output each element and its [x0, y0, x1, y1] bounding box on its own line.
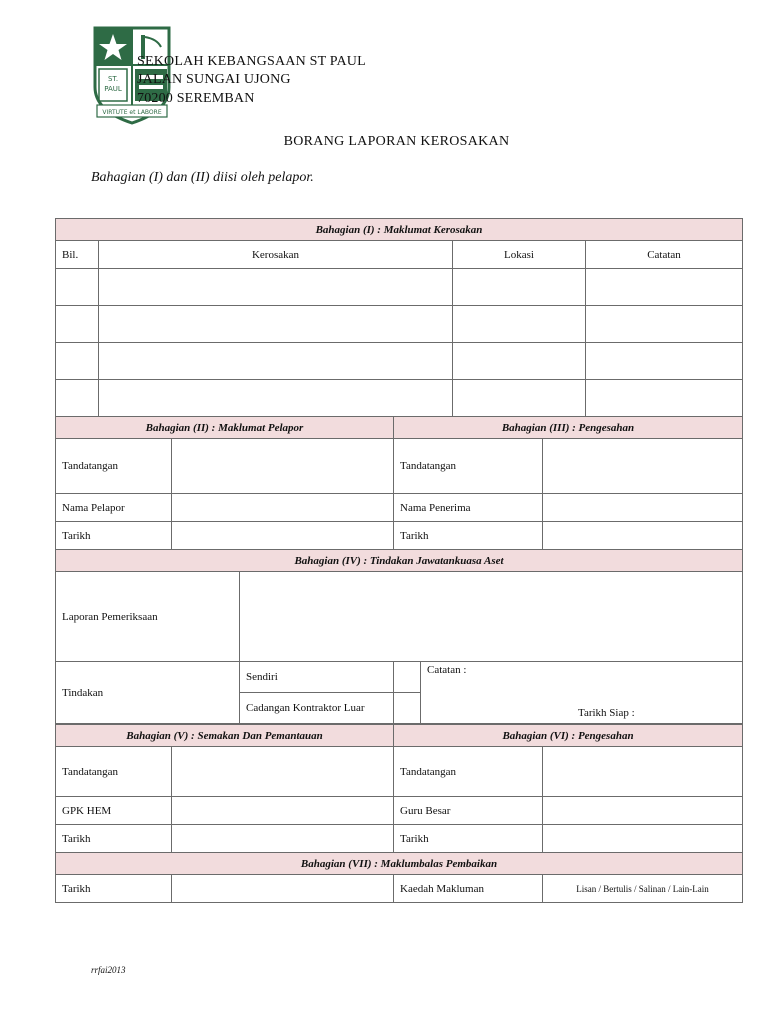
gpk-hem-label: GPK HEM: [56, 797, 172, 825]
monitor-date-label: Tarikh: [56, 825, 172, 853]
section7-header: Bahagian (VII) : Maklumbalas Pembaikan: [56, 853, 743, 875]
form-title: BORANG LAPORAN KEROSAKAN: [283, 134, 510, 149]
contractor-checkbox[interactable]: [394, 693, 421, 724]
section2-header: Bahagian (II) : Maklumat Pelapor: [56, 417, 394, 439]
section5-6-table: [55, 724, 743, 853]
catatan-cell[interactable]: [586, 306, 743, 343]
reporter-date-field[interactable]: [172, 522, 394, 550]
approval-signature-label: Tandatangan: [394, 747, 543, 797]
form-subtitle: Bahagian (I) dan (II) diisi oleh pelapor.: [91, 170, 314, 185]
self-checkbox[interactable]: [394, 662, 421, 693]
monitor-signature-label: Tandatangan: [56, 747, 172, 797]
contractor-option-label: Cadangan Kontraktor Luar: [240, 693, 394, 724]
inspection-report-label: Laporan Pemeriksaan: [56, 572, 240, 662]
lokasi-cell[interactable]: [453, 343, 586, 380]
bil-cell[interactable]: [56, 269, 99, 306]
inspection-report-field[interactable]: [240, 572, 743, 662]
kerosakan-cell[interactable]: [99, 269, 453, 306]
footer-code: rrfai2013: [91, 965, 126, 975]
receiver-name-label: Nama Penerima: [394, 494, 543, 522]
lokasi-cell[interactable]: [453, 306, 586, 343]
action-label: Tindakan: [56, 662, 240, 724]
col-catatan: Catatan: [586, 241, 743, 269]
action-notes-label: Catatan :: [427, 664, 467, 676]
reporter-name-label: Nama Pelapor: [56, 494, 172, 522]
section5-header: Bahagian (V) : Semakan Dan Pemantauan: [56, 725, 394, 747]
reporter-name-field[interactable]: [172, 494, 394, 522]
notification-method-options[interactable]: Lisan / Bertulis / Salinan / Lain-Lain: [543, 875, 743, 903]
notification-method-label: Kaedah Makluman: [394, 875, 543, 903]
table-row: [56, 343, 743, 380]
approval-signature-field[interactable]: [543, 747, 743, 797]
self-option-label: Sendiri: [240, 662, 394, 693]
lokasi-cell[interactable]: [453, 269, 586, 306]
kerosakan-cell[interactable]: [99, 380, 453, 417]
school-address-line1: JALAN SUNGAI UJONG: [137, 72, 291, 87]
receiver-signature-label: Tandatangan: [394, 439, 543, 494]
reporter-signature-field[interactable]: [172, 439, 394, 494]
svg-text:PAUL: PAUL: [104, 85, 122, 93]
table-row: [56, 380, 743, 417]
approval-date-label: Tarikh: [394, 825, 543, 853]
section4-header: Bahagian (IV) : Tindakan Jawatankuasa Aset: [56, 550, 743, 572]
kerosakan-cell[interactable]: [99, 343, 453, 380]
ready-date-label: Tarikh Siap :: [578, 707, 635, 719]
section2-3-table: [55, 416, 743, 550]
section1-table: [55, 218, 743, 417]
table-row: [56, 306, 743, 343]
receiver-name-field[interactable]: [543, 494, 743, 522]
receiver-date-label: Tarikh: [394, 522, 543, 550]
receiver-date-field[interactable]: [543, 522, 743, 550]
approval-date-field[interactable]: [543, 825, 743, 853]
logo-motto: VIRTUTE et LABORE: [102, 109, 162, 116]
section6-header: Bahagian (VI) : Pengesahan: [394, 725, 743, 747]
table-row: [56, 269, 743, 306]
lokasi-cell[interactable]: [453, 380, 586, 417]
school-address-line2: 70200 SEREMBAN: [137, 91, 255, 106]
col-kerosakan: Kerosakan: [99, 241, 453, 269]
section3-header: Bahagian (III) : Pengesahan: [394, 417, 743, 439]
gpk-hem-field[interactable]: [172, 797, 394, 825]
reporter-date-label: Tarikh: [56, 522, 172, 550]
logo-text: ST.: [107, 75, 119, 83]
section1-header: Bahagian (I) : Maklumat Kerosakan: [56, 219, 743, 241]
bil-cell[interactable]: [56, 343, 99, 380]
kerosakan-cell[interactable]: [99, 306, 453, 343]
col-bil: Bil.: [56, 241, 99, 269]
receiver-signature-field[interactable]: [543, 439, 743, 494]
bil-cell[interactable]: [56, 306, 99, 343]
catatan-cell[interactable]: [586, 380, 743, 417]
section4-table: [55, 549, 743, 724]
catatan-cell[interactable]: [586, 343, 743, 380]
col-lokasi: Lokasi: [453, 241, 586, 269]
headmaster-label: Guru Besar: [394, 797, 543, 825]
catatan-cell[interactable]: [586, 269, 743, 306]
section7-table: [55, 852, 743, 903]
repair-date-label: Tarikh: [56, 875, 172, 903]
action-notes-cell[interactable]: [421, 662, 743, 724]
bil-cell[interactable]: [56, 380, 99, 417]
monitor-date-field[interactable]: [172, 825, 394, 853]
school-name: SEKOLAH KEBANGSAAN ST PAUL: [137, 54, 366, 69]
reporter-signature-label: Tandatangan: [56, 439, 172, 494]
monitor-signature-field[interactable]: [172, 747, 394, 797]
repair-date-field[interactable]: [172, 875, 394, 903]
headmaster-field[interactable]: [543, 797, 743, 825]
